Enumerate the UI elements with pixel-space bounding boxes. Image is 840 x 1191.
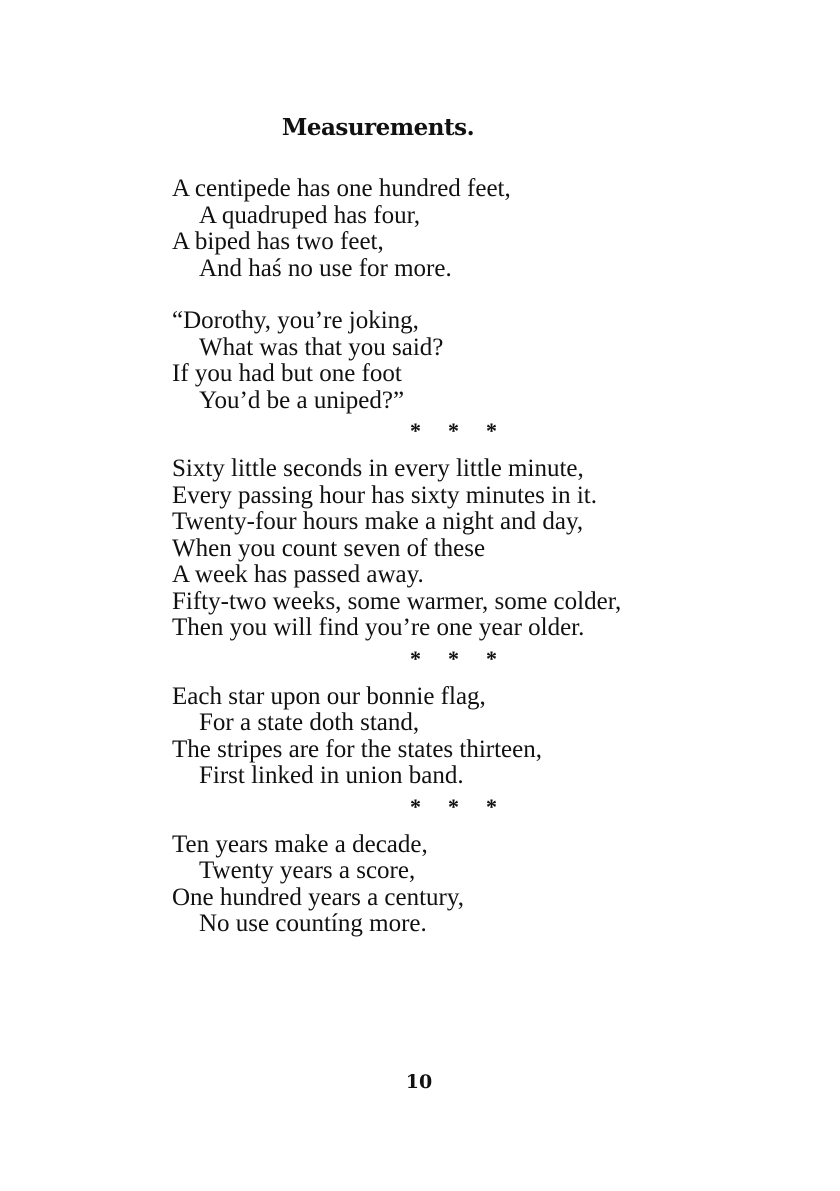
- poem-line: And haś no use for more.: [199, 254, 452, 282]
- stanza-2: [172, 308, 732, 414]
- poem-line: One hundred years a century,: [172, 883, 465, 911]
- poem-line: A week has passed away.: [172, 561, 424, 588]
- stanza-1: [172, 176, 732, 282]
- poem-line: Twenty years a score,: [199, 857, 416, 884]
- poem-line: You’d be a uniped?”: [199, 386, 405, 414]
- poem-line: Each star upon our bonnie flag,: [172, 682, 486, 710]
- poem-line: Ten years make a decade,: [172, 830, 428, 858]
- asterisk: *: [486, 793, 497, 819]
- poem-line: No use countíng more.: [199, 910, 427, 937]
- page-number: 10: [405, 1071, 433, 1093]
- asterisk: *: [486, 418, 497, 443]
- poem-line: A biped has two feet,: [172, 228, 384, 255]
- poem-line: Twenty-four hours make a night and day,: [172, 508, 584, 535]
- asterisk: *: [410, 418, 421, 443]
- poem-line: Fifty-two weeks, some warmer, some colder,: [172, 587, 622, 615]
- section-separator: [172, 414, 732, 456]
- asterisk: *: [448, 418, 459, 443]
- section-separator: [172, 790, 732, 832]
- poem-line: Then you will find you’re one year older.: [172, 614, 585, 641]
- asterisk: *: [410, 793, 421, 819]
- section-separator: [172, 642, 732, 684]
- poem-line: When you count seven of these: [172, 534, 486, 562]
- stanza-4: [172, 684, 732, 790]
- poem-line: A quadruped has four,: [199, 201, 421, 229]
- asterisk: *: [410, 645, 421, 671]
- asterisk: *: [448, 793, 459, 819]
- stanza-3: [172, 456, 732, 642]
- poem: [172, 176, 732, 938]
- poem-line: A centipede has one hundred feet,: [172, 175, 511, 202]
- asterisk: *: [486, 645, 497, 671]
- stanza-gap: [172, 282, 732, 308]
- poem-line: First linked in union band.: [199, 762, 464, 789]
- poem-line: For a state doth stand,: [199, 709, 420, 736]
- poem-line: “Dorothy, you’re joking,: [172, 307, 419, 334]
- page-title: Measurements.: [281, 114, 475, 141]
- poem-line: What was that you said?: [199, 333, 444, 361]
- poem-line: The stripes are for the states thirteen,: [172, 735, 542, 763]
- asterisk: *: [448, 645, 459, 671]
- stanza-5: [172, 832, 732, 938]
- poem-line: Sixty little seconds in every little minute,: [172, 455, 584, 482]
- poem-line: Every passing hour has sixty minutes in it.: [172, 481, 597, 509]
- poem-line: If you had but one foot: [172, 360, 402, 387]
